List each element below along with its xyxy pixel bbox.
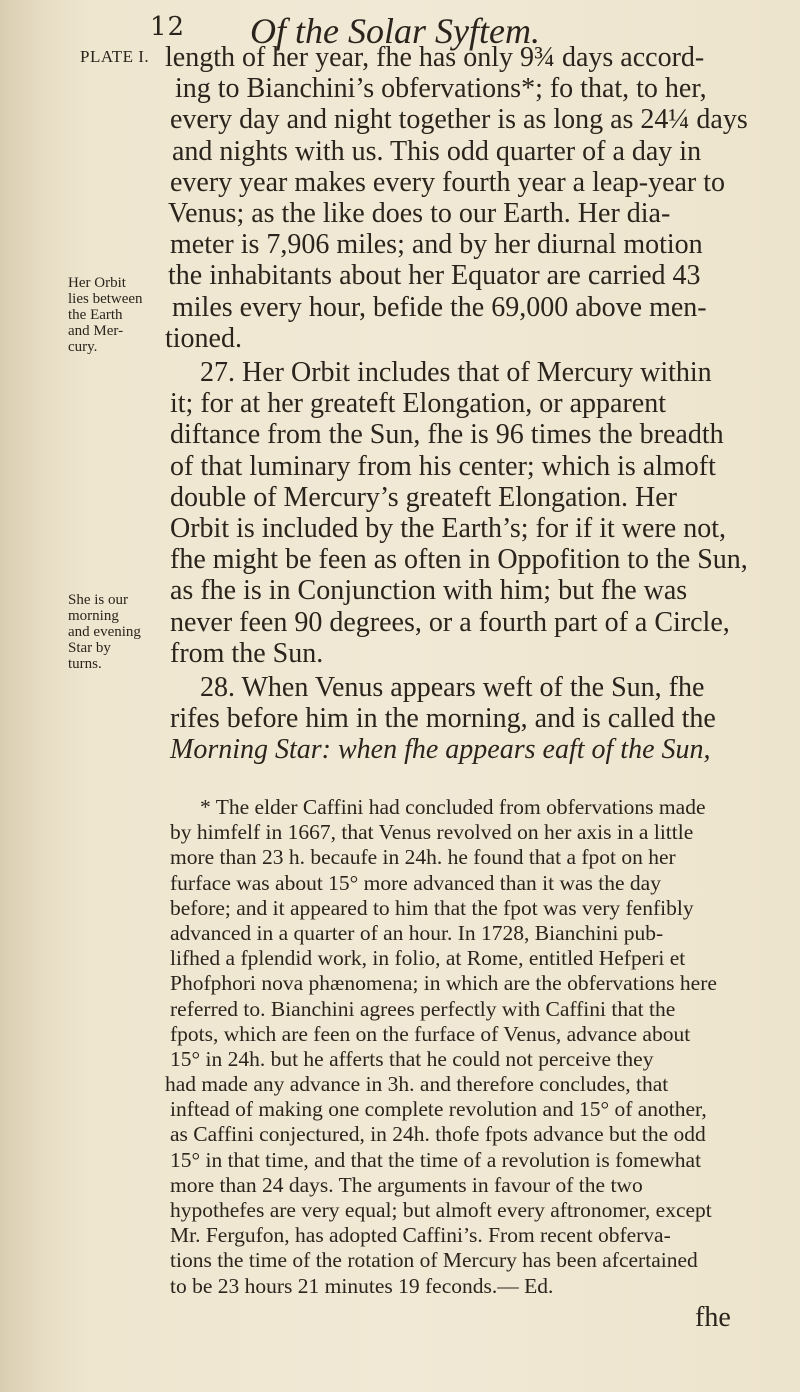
footnote-line: fpots, which are feen on the furface of Venus, advance about: [170, 1021, 691, 1046]
text-line: diftance from the Sun, fhe is 96 times the breadth: [170, 419, 724, 451]
text-line: ing to Bianchini’s obfervations*; fo that, to her,: [175, 73, 707, 105]
footnote-line: before; and it appeared to him that the fpot was very fenfibly: [170, 895, 694, 920]
footnote-line: advanced in a quarter of an hour. In 1728, Bianchini pub-: [170, 920, 664, 945]
footnote-line: lifhed a fplendid work, in folio, at Rome, entitled Hefperi et: [170, 946, 686, 971]
footnote-line: inftead of making one complete revolution and 15° of another,: [170, 1097, 707, 1122]
text-line: as fhe is in Conjunction with him; but fhe was: [170, 575, 688, 607]
catchword: fhe: [695, 1302, 731, 1333]
footnote-line: tions the time of the rotation of Mercury has been afcertained: [170, 1248, 698, 1273]
text-line: it; for at her greateft Elongation, or apparent: [170, 388, 667, 420]
footnote-line: more than 24 days. The arguments in favour of the two: [170, 1172, 643, 1197]
sidenote-line: cury.: [68, 339, 98, 355]
text-line: the inhabitants about her Equator are carried 43: [168, 260, 701, 292]
text-line: tioned.: [165, 322, 242, 354]
sidenote-line: the Earth: [68, 307, 123, 323]
footnote-line: Phofphori nova phænomena; in which are the obfervations here: [170, 971, 717, 996]
paragraph-continuation: [0, 42, 800, 354]
footnote-line: furface was about 15° more advanced than it was the day: [170, 870, 661, 895]
sidenote-line: turns.: [68, 656, 102, 672]
text-line: Morning Star: when fhe appears eaft of the Sun,: [170, 734, 711, 766]
footnote-line: as Caffini conjectured, in 24h. thofe fpots advance but the odd: [170, 1122, 706, 1147]
text-line: length of her year, fhe has only 9¾ days accord-: [165, 42, 705, 73]
running-head: Of the Solar Syftem.: [250, 11, 540, 51]
footnote-line: referred to. Bianchini agrees perfectly with Caffini that the: [170, 996, 676, 1021]
sidenote-line: She is our: [68, 592, 128, 608]
footnote-line: to be 23 hours 21 minutes 19 feconds.— Ed.: [170, 1273, 554, 1298]
footnote: [0, 795, 800, 1299]
sidenote-line: lies between: [68, 291, 143, 307]
paragraph-27: [0, 357, 800, 669]
text-line: never feen 90 degrees, or a fourth part of a Circle,: [170, 606, 730, 638]
plate-reference: PLATE I.: [80, 47, 150, 66]
page-number: 12: [150, 12, 186, 42]
footnote-line: * The elder Caffini had concluded from obfervations made: [200, 795, 706, 819]
text-line: 28. When Venus appears weft of the Sun, fhe: [200, 672, 705, 703]
footnote-line: 15° in 24h. but he afferts that he could not perceive they: [170, 1046, 654, 1071]
text-line: fhe might be feen as often in Oppofition to the Sun,: [170, 544, 748, 576]
sidenote-line: Her Orbit: [68, 275, 126, 291]
text-line: from the Sun.: [170, 637, 324, 669]
text-line: rifes before him in the morning, and is called the: [170, 703, 716, 735]
sidenote-line: and Mer-: [68, 323, 124, 339]
paragraph-28: [0, 672, 800, 766]
text-line: 27. Her Orbit includes that of Mercury within: [200, 357, 712, 388]
footnote-line: Mr. Fergufon, has adopted Caffini’s. From recent obferva-: [170, 1223, 671, 1248]
text-line: and nights with us. This odd quarter of a day in: [172, 135, 702, 167]
sidenote-line: and evening: [68, 624, 141, 640]
text-line: of that luminary from his center; which is almoft: [170, 450, 716, 482]
footnote-line: had made any advance in 3h. and therefore concludes, that: [165, 1072, 669, 1097]
text-line: double of Mercury’s greateft Elongation. Her: [170, 481, 677, 513]
footnote-line: hypothefes are very equal; but almoft every aftronomer, except: [170, 1198, 712, 1222]
sidenote-line: morning: [68, 608, 119, 624]
footnote-line: by himfelf in 1667, that Venus revolved on her axis in a little: [170, 820, 694, 845]
text-line: meter is 7,906 miles; and by her diurnal motion: [170, 229, 703, 261]
text-line: Venus; as the like does to our Earth. Her dia-: [168, 197, 671, 229]
text-line: Orbit is included by the Earth’s; for if it were not,: [170, 512, 726, 544]
footnote-line: 15° in that time, and that the time of a revolution is fomewhat: [170, 1147, 702, 1172]
footnote-line: more than 23 h. becaufe in 24h. he found that a fpot on her: [170, 845, 676, 870]
text-line: every day and night together is as long as 24¼ days: [170, 104, 748, 136]
sidenote-line: Star by: [68, 640, 111, 656]
text-line: every year makes every fourth year a leap-year to: [170, 166, 726, 198]
text-line: miles every hour, befide the 69,000 above men-: [172, 291, 707, 323]
